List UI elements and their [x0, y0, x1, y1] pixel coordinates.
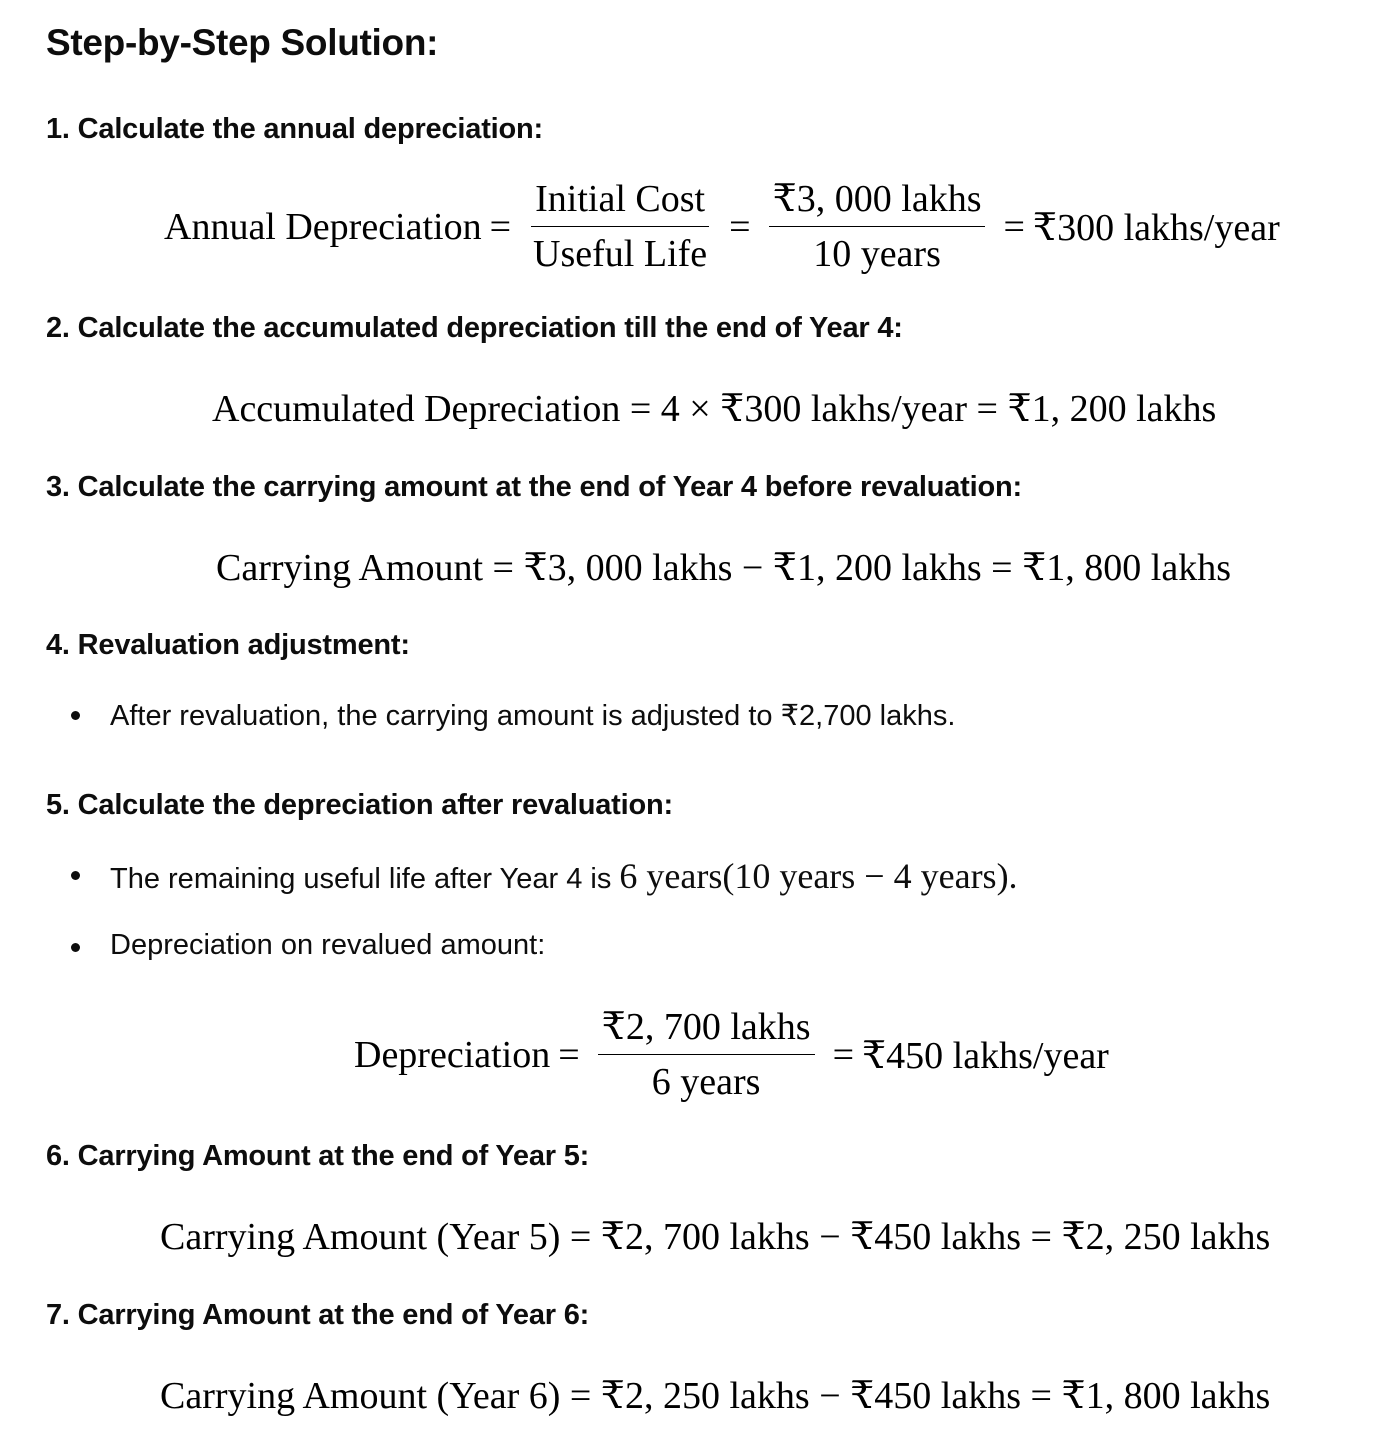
fraction-numerator: Initial Cost	[531, 178, 709, 227]
step-1-heading: 1. Calculate the annual depreciation:	[46, 113, 543, 145]
bullet-dot	[71, 871, 80, 880]
bullet-text: The remaining useful life after Year 4 is	[110, 863, 620, 895]
step-7-heading: 7. Carrying Amount at the end of Year 6:	[46, 1299, 590, 1331]
eq-result: ₹300 lakhs/year	[1032, 206, 1280, 249]
step-3-equation: Carrying Amount = ₹3, 000 lakhs − ₹1, 200 lakhs = ₹1, 800 lakhs	[216, 547, 1231, 589]
fraction-numerator: ₹3, 000 lakhs	[769, 178, 986, 227]
fraction-revalued-over-years	[598, 1006, 815, 1104]
fraction-numerator: ₹2, 700 lakhs	[598, 1006, 815, 1055]
fraction-amount-over-years	[769, 178, 986, 276]
step-2-equation: Accumulated Depreciation = 4 × ₹300 lakhs/year = ₹1, 200 lakhs	[212, 388, 1217, 430]
page-title: Step-by-Step Solution:	[46, 22, 439, 63]
step-3-heading: 3. Calculate the carrying amount at the end of Year 4 before revaluation:	[46, 471, 1022, 503]
fraction-denominator: 10 years	[813, 232, 941, 275]
eq-lhs: Annual Depreciation	[164, 206, 482, 249]
eq-result: ₹450 lakhs/year	[862, 1034, 1109, 1077]
step-6-heading: 6. Carrying Amount at the end of Year 5:	[46, 1140, 590, 1172]
fraction-denominator: Useful Life	[533, 232, 708, 275]
bullet-dot	[71, 711, 80, 720]
step-4-bullet: After revaluation, the carrying amount is adjusted to ₹2,700 lakhs.	[110, 700, 956, 732]
equals-sign: =	[1003, 206, 1025, 249]
step-5-bullet-depreciation: Depreciation on revalued amount:	[110, 929, 546, 961]
step-5-heading: 5. Calculate the depreciation after revaluation:	[46, 789, 673, 821]
step-1-equation	[164, 178, 1280, 276]
fraction-cost-over-life	[529, 178, 711, 276]
equals-sign: =	[558, 1034, 580, 1077]
equals-sign: =	[729, 206, 751, 249]
step-5-equation	[354, 1006, 1109, 1104]
eq-lhs: Depreciation	[354, 1034, 551, 1077]
step-6-equation: Carrying Amount (Year 5) = ₹2, 700 lakhs − ₹450 lakhs = ₹2, 250 lakhs	[160, 1216, 1271, 1258]
bullet-dot	[71, 943, 80, 952]
equals-sign: =	[832, 1034, 854, 1077]
step-7-equation: Carrying Amount (Year 6) = ₹2, 250 lakhs − ₹450 lakhs = ₹1, 800 lakhs	[160, 1375, 1271, 1417]
fraction-denominator: 6 years	[651, 1060, 761, 1103]
step-5-bullet-remaining-life	[110, 855, 1018, 897]
bullet-inline-math: 6 years(10 years − 4 years).	[619, 856, 1018, 896]
step-4-heading: 4. Revaluation adjustment:	[46, 629, 410, 661]
equals-sign: =	[489, 206, 512, 249]
step-2-heading: 2. Calculate the accumulated depreciation till the end of Year 4:	[46, 312, 903, 344]
